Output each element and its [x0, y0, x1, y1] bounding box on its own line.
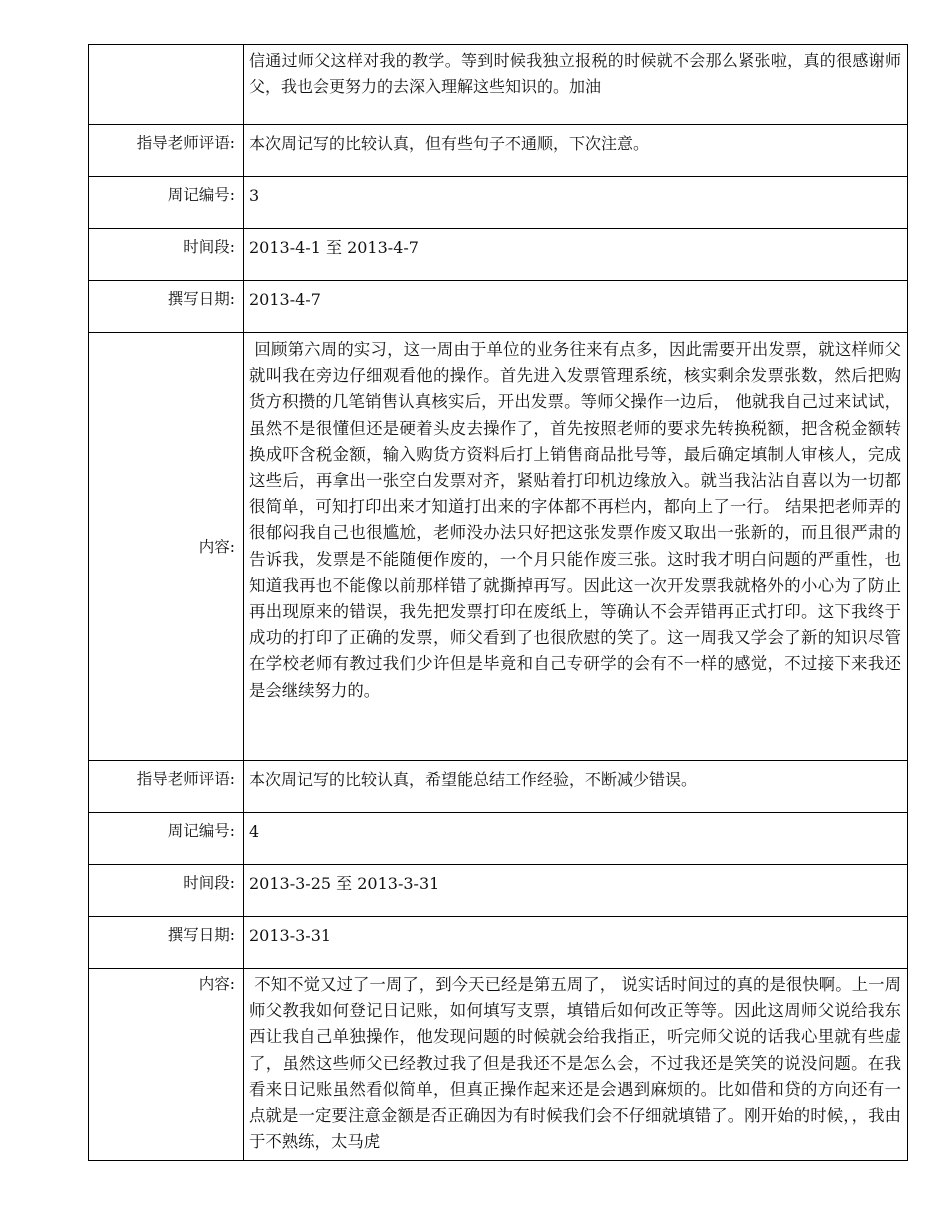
- journal-row-period: [89, 229, 908, 281]
- period-label: 时间段:: [89, 229, 244, 281]
- journal-row-period: [89, 865, 908, 917]
- journal-row-content: [89, 969, 908, 1161]
- journal-number-label: 周记编号:: [89, 813, 244, 865]
- journal-row-teacher-comment: [89, 761, 908, 813]
- journal-number-label: 周记编号:: [89, 177, 244, 229]
- teacher-comment-text: 本次周记写的比较认真，希望能总结工作经验，不断减少错误。: [244, 761, 908, 813]
- journal-row-number: [89, 177, 908, 229]
- row-label-empty: [89, 45, 244, 125]
- journal-number-value: 4: [244, 813, 908, 865]
- content-text: 回顾第六周的实习，这一周由于单位的业务往来有点多，因此需要开出发票，就这样师父就叫我在旁边仔细观看他的操作。首先进入发票管理系统，核实剩余发票张数，然后把购货方积攒的几笔销售认真核实后，开出发票。等师父操作一边后， 他就我自己过来试试，虽然不是很懂但还是硬着头皮去操作了，首先按照老师的要求先转换税额，把含税金额转换成吓含税金额，输入购货方资料后打上销售商品批号等，最后确定填制人审核人，完成这些后，再拿出一张空白发票对齐，紧贴着打印机边缘放入。就当我沾沾自喜以为一切都很简单，可知打印出来才知道打出来的字体都不再栏内，都向上了一行。 结果把老师弄的很郁闷我自己也很尴尬，老师没办法只好把这张发票作废又取出一张新的，而且很严肃的告诉我，发票是不能随便作废的，一个月只能作废三张。这时我才明白问题的严重性，也知道我再也不能像以前那样错了就撕掉再写。因此这一次开发票我就格外的小心为了防止再出现原来的错误，我先把发票打印在废纸上，等确认不会弄错再正式打印。这下我终于成功的打印了正确的发票，师父看到了也很欣慰的笑了。这一周我又学会了新的知识尽管在学校老师有教过我们少许但是毕竟和自己专研学的会有不一样的感觉，不过接下来我还是会继续努力的。: [244, 333, 908, 761]
- journal-row-number: [89, 813, 908, 865]
- journal-row-content: [89, 333, 908, 761]
- period-value: 2013-3-25 至 2013-3-31: [244, 865, 908, 917]
- weekly-journal-table: [88, 44, 908, 1161]
- written-date-label: 撰写日期:: [89, 917, 244, 969]
- written-date-label: 撰写日期:: [89, 281, 244, 333]
- period-label: 时间段:: [89, 865, 244, 917]
- journal-row-teacher-comment: [89, 125, 908, 177]
- content-label: 内容:: [89, 333, 244, 761]
- period-value: 2013-4-1 至 2013-4-7: [244, 229, 908, 281]
- teacher-comment-label: 指导老师评语:: [89, 125, 244, 177]
- written-date-value: 2013-3-31: [244, 917, 908, 969]
- written-date-value: 2013-4-7: [244, 281, 908, 333]
- teacher-comment-label: 指导老师评语:: [89, 761, 244, 813]
- journal-row-continued-content: [89, 45, 908, 125]
- journal-number-value: 3: [244, 177, 908, 229]
- journal-row-written-date: [89, 281, 908, 333]
- teacher-comment-text: 本次周记写的比较认真，但有些句子不通顺，下次注意。: [244, 125, 908, 177]
- content-label: 内容:: [89, 969, 244, 1161]
- continued-content-text: 信通过师父这样对我的教学。等到时候我独立报税的时候就不会那么紧张啦，真的很感谢师父，我也会更努力的去深入理解这些知识的。加油: [244, 45, 908, 125]
- content-text: 不知不觉又过了一周了，到今天已经是第五周了， 说实话时间过的真的是很快啊。上一周师父教我如何登记日记账，如何填写支票，填错后如何改正等等。因此这周师父说给我东西让我自己单独操作，他发现问题的时候就会给我指正，听完师父说的话我心里就有些虚了，虽然这些师父已经教过我了但是我还不是怎么会，不过我还是笑笑的说没问题。在我看来日记账虽然看似简单，但真正操作起来还是会遇到麻烦的。比如借和贷的方向还有一点就是一定要注意金额是否正确因为有时候我们会不仔细就填错了。刚开始的时候，，我由于不熟练，太马虎: [244, 969, 908, 1161]
- journal-row-written-date: [89, 917, 908, 969]
